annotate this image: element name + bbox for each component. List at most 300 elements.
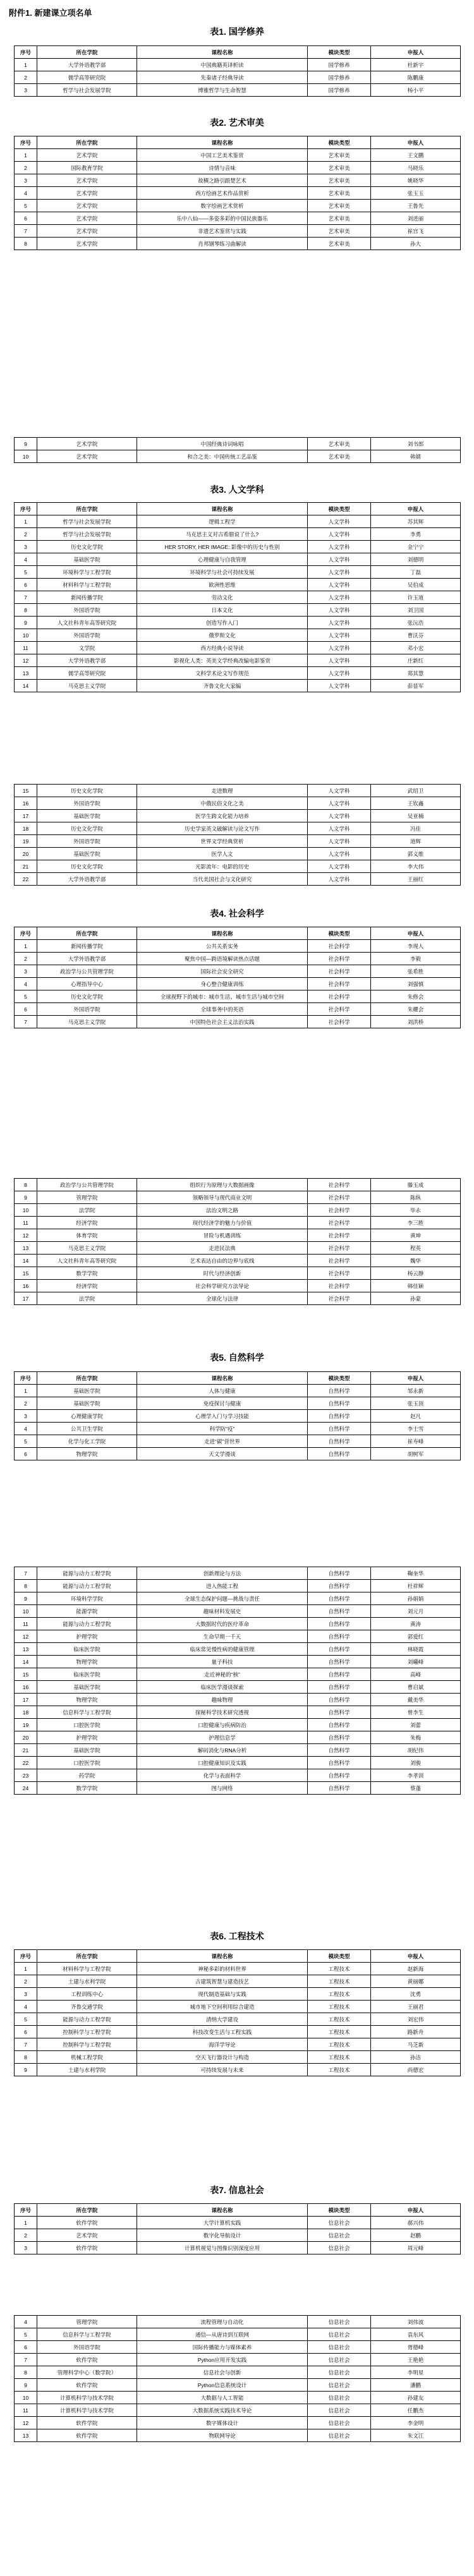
header-course: 课程名称 [137,2204,308,2217]
table-row [15,1242,461,1255]
row-college: 艺术学院 [37,438,137,450]
header-college: 所在学院 [37,1372,137,1385]
row-index: 15 [15,1668,37,1681]
row-index: 4 [15,978,37,990]
row-applicant: 邓小宏 [371,642,461,654]
row-module: 信息社会 [308,2366,371,2379]
row-college: 外国语学院 [37,1003,137,1016]
header-applicant: 申报人 [371,136,461,149]
row-course: 西方经典小说导读 [137,642,308,654]
row-applicant: 郝兴伟 [371,2217,461,2229]
row-course: 科技改变生活与工程实践 [137,2026,308,2038]
row-college: 管理学院 [37,2316,137,2328]
row-college: 基础医学院 [37,1385,137,1397]
table-row [15,1423,461,1435]
row-module: 社会科学 [308,1016,371,1028]
row-college: 政治学与公共管理学院 [37,1179,137,1191]
row-course: 西方绘画艺术作品赏析 [137,187,308,200]
row-module: 信息社会 [308,2354,371,2366]
row-course: 逻辑工程学 [137,515,308,528]
table-header-row [15,1372,461,1385]
row-index: 2 [15,2229,37,2242]
row-applicant: 孙建友 [371,2392,461,2404]
row-course: 先秦诸子经典导读 [137,71,308,84]
row-course: 口腔健康与疾病防治 [137,1719,308,1731]
table-row [15,84,461,97]
row-applicant: 韩佳颖 [371,1280,461,1292]
row-index: 6 [15,212,37,225]
row-module: 人文学科 [308,667,371,680]
row-module: 工程技术 [308,1963,371,1975]
row-applicant: 韩婧 [371,450,461,463]
row-module: 信息社会 [308,2429,371,2442]
row-index: 7 [15,225,37,238]
row-applicant: 郭爱红 [371,1630,461,1643]
table-row [15,1782,461,1795]
row-module: 人文学科 [308,617,371,629]
table-row [15,225,461,238]
row-course: 故横之路引跟楚艺术 [137,174,308,187]
row-college: 物理学院 [37,1656,137,1668]
row-module: 社会科学 [308,978,371,990]
row-college: 化学与化工学院 [37,1435,137,1448]
row-college: 信息科学与工程学院 [37,1706,137,1719]
row-index: 1 [15,1963,37,1975]
row-college: 大学外语教学部 [37,654,137,667]
section-title: 表6. 工程技术 [210,1931,264,1941]
row-college: 控制科学与工程学院 [37,2038,137,2051]
row-course: 进入热能工程 [137,1580,308,1592]
row-course: 大数据系统实践技术导论 [137,2404,308,2417]
header-index: 序号 [15,136,37,149]
table-row [15,953,461,965]
row-applicant: 李士雪 [371,1423,461,1435]
course-table [14,1178,461,1305]
row-course: Python信息系统设计 [137,2379,308,2392]
row-college: 口腔医学院 [37,1719,137,1731]
table-row [15,579,461,591]
table-row [15,822,461,835]
row-applicant: 刘书郎 [371,438,461,450]
row-module: 社会科学 [308,1255,371,1267]
row-college: 管理学院 [37,1191,137,1204]
row-index: 1 [15,149,37,162]
row-college: 文学院 [37,642,137,654]
section-title: 表4. 社会科学 [210,908,264,918]
table-row [15,654,461,667]
row-applicant: 朱耀会 [371,1003,461,1016]
course-table [14,1949,461,2076]
row-course: 中国工艺美术鉴赏 [137,149,308,162]
row-applicant: 黄丽娜 [371,1975,461,1988]
row-applicant: 杨小平 [371,84,461,97]
row-module: 人文学科 [308,785,371,797]
row-college: 哲学与社会发展学院 [37,528,137,541]
row-module: 人文学科 [308,591,371,604]
row-index: 13 [15,1242,37,1255]
row-module: 自然科学 [308,1630,371,1643]
row-applicant: 吴亚楠 [371,810,461,822]
course-table [14,1567,461,1795]
header-college: 所在学院 [37,136,137,149]
row-index: 4 [15,2001,37,2013]
row-index: 23 [15,1769,37,1782]
row-course: 博雅哲学与生命智慧 [137,84,308,97]
row-applicant: 高峰 [371,1668,461,1681]
row-index: 1 [15,2217,37,2229]
table-row [15,1410,461,1423]
row-applicant: 李毅 [371,953,461,965]
table-row [15,2417,461,2429]
row-applicant: 张玉玉 [371,187,461,200]
row-module: 艺术审美 [308,162,371,174]
row-applicant: 袁东风 [371,2328,461,2341]
table-row [15,848,461,860]
row-applicant: 林晓霞 [371,1643,461,1656]
row-college: 护理学院 [37,1731,137,1744]
row-index: 14 [15,1255,37,1267]
row-index: 7 [15,2354,37,2366]
row-college: 历史文化学院 [37,860,137,873]
row-module: 工程技术 [308,1975,371,1988]
row-index: 14 [15,1656,37,1668]
row-applicant: 刘洪桥 [371,1016,461,1028]
table-row [15,873,461,886]
row-college: 能源与动力工程学院 [37,1580,137,1592]
row-course: 生命早期一千天 [137,1630,308,1643]
row-college: 艺术学院 [37,238,137,250]
table-row [15,797,461,810]
row-applicant: 刘伟波 [371,2316,461,2328]
row-applicant: 武绍卫 [371,785,461,797]
table-row [15,2242,461,2254]
row-index: 12 [15,1630,37,1643]
row-course: 清纳大学建设 [137,2013,308,2026]
row-course: 身心整合健康训练 [137,978,308,990]
header-module: 模块类型 [308,503,371,515]
row-college: 基础医学院 [37,848,137,860]
row-index: 17 [15,810,37,822]
row-applicant: 戴美华 [371,1694,461,1706]
row-college: 工程训练中心 [37,1988,137,2001]
row-course: 走进“碳”营世界 [137,1435,308,1448]
row-course: 临床医学漫谈探索 [137,1681,308,1694]
row-module: 人文学科 [308,604,371,617]
row-module: 人文学科 [308,797,371,810]
table-row [15,2316,461,2328]
row-applicant: 邹永新 [371,1385,461,1397]
row-course: 数字绘画艺术赏析 [137,200,308,212]
page-title: 附件1. 新建课立项名单 [9,8,92,18]
row-college: 艺术学院 [37,200,137,212]
row-course: 海洋学导论 [137,2038,308,2051]
row-college: 马克思主义学院 [37,1016,137,1028]
row-college: 软件学院 [37,2379,137,2392]
row-index: 4 [15,187,37,200]
row-index: 7 [15,1016,37,1028]
row-college: 艺术学院 [37,174,137,187]
row-module: 人文学科 [308,642,371,654]
row-course: 俄罗斯文化 [137,629,308,642]
course-table [14,1371,461,1460]
table-row [15,1448,461,1460]
row-course: 非遗艺术鉴赏与实践 [137,225,308,238]
row-index: 9 [15,2379,37,2392]
row-college: 外国语学院 [37,797,137,810]
course-table [14,927,461,1028]
header-module: 模块类型 [308,2204,371,2217]
row-applicant: 王文鹏 [371,149,461,162]
row-module: 艺术审美 [308,225,371,238]
row-course: 可持续发展与未来 [137,2064,308,2076]
row-applicant: 杜新宇 [371,59,461,71]
header-module: 模块类型 [308,136,371,149]
row-module: 艺术审美 [308,238,371,250]
row-module: 人文学科 [308,654,371,667]
table-row [15,2341,461,2354]
row-course: 大学计算机实践 [137,2217,308,2229]
row-college: 心理健康学院 [37,1410,137,1423]
row-college: 计算机科学与技术学院 [37,2392,137,2404]
row-index: 7 [15,2038,37,2051]
row-applicant: 张沅浩 [371,617,461,629]
row-course: 数字化导航设计 [137,2229,308,2242]
row-module: 社会科学 [308,1191,371,1204]
row-course: 计算机视觉与图像识别深度应用 [137,2242,308,2254]
row-module: 信息社会 [308,2404,371,2417]
row-applicant: 李勇 [371,528,461,541]
row-applicant: 崔寿峰 [371,1435,461,1448]
row-index: 20 [15,1731,37,1744]
row-course: 创新理论与方法 [137,1567,308,1580]
row-college: 外国语学院 [37,604,137,617]
row-applicant: 刘蕾 [371,1719,461,1731]
table-row [15,212,461,225]
row-course: 口腔健康知识及实践 [137,1757,308,1769]
table-row [15,2366,461,2379]
row-index: 3 [15,174,37,187]
table-row [15,2013,461,2026]
row-applicant: 李现人 [371,940,461,953]
row-module: 人文学科 [308,873,371,886]
row-college: 机械工程学院 [37,2051,137,2064]
row-module: 自然科学 [308,1757,371,1769]
row-college: 临床医学院 [37,1643,137,1656]
row-college: 能源与动力工程学院 [37,1567,137,1580]
row-index: 11 [15,2404,37,2417]
row-college: 数学学院 [37,1782,137,1795]
table-row [15,1580,461,1592]
row-module: 艺术审美 [308,212,371,225]
row-college: 控制科学与工程学院 [37,2026,137,2038]
row-index: 3 [15,84,37,97]
row-module: 工程技术 [308,2038,371,2051]
row-college: 齐鲁交通学院 [37,2001,137,2013]
row-college: 历史文化学院 [37,990,137,1003]
row-index: 2 [15,1397,37,1410]
row-applicant: 马晓乐 [371,162,461,174]
row-index: 3 [15,1988,37,2001]
row-college: 艺术学院 [37,450,137,463]
row-index: 5 [15,1435,37,1448]
row-applicant: 刘曦峰 [371,1656,461,1668]
table-row [15,71,461,84]
row-college: 口腔医学院 [37,1757,137,1769]
row-college: 法学院 [37,1292,137,1305]
row-module: 社会科学 [308,1003,371,1016]
row-course: 趣味物理 [137,1694,308,1706]
row-college: 儒学高等研究院 [37,71,137,84]
row-module: 人文学科 [308,515,371,528]
table-row [15,642,461,654]
row-index: 6 [15,2341,37,2354]
row-index: 21 [15,860,37,873]
row-index: 2 [15,162,37,174]
row-college: 基础医学院 [37,1397,137,1410]
row-index: 14 [15,680,37,692]
header-index: 序号 [15,503,37,515]
row-course: 世界文学经典赏析 [137,835,308,848]
row-module: 工程技术 [308,2026,371,2038]
course-table [14,45,461,97]
row-index: 8 [15,238,37,250]
row-module: 自然科学 [308,1580,371,1592]
row-applicant: 张玉顶 [371,1397,461,1410]
header-college: 所在学院 [37,1950,137,1963]
row-course: 医学生跨文化能力培养 [137,810,308,822]
row-module: 工程技术 [308,2001,371,2013]
table-row [15,2404,461,2417]
table-row [15,528,461,541]
row-module: 人文学科 [308,629,371,642]
row-index: 10 [15,1605,37,1618]
row-course: HER STORY, HER IMAGE: 影像中的历史与性别 [137,541,308,553]
row-applicant: 冯佳 [371,822,461,835]
row-index: 3 [15,965,37,978]
row-index: 22 [15,1757,37,1769]
row-course: 国际传播能力与媒体素养 [137,2341,308,2354]
table-row [15,965,461,978]
row-module: 信息社会 [308,2316,371,2328]
row-course: 创造写作入门 [137,617,308,629]
row-college: 经济学院 [37,1280,137,1292]
row-college: 历史文化学院 [37,785,137,797]
table-row [15,553,461,566]
row-index: 15 [15,1267,37,1280]
row-course: 历史学家英文破解读与论文写作 [137,822,308,835]
row-index: 10 [15,629,37,642]
row-course: 科学防“疫” [137,1423,308,1435]
row-index: 13 [15,1643,37,1656]
row-applicant: 周元峰 [371,2242,461,2254]
table-row [15,2328,461,2341]
row-course: 量子科技 [137,1656,308,1668]
row-index: 5 [15,990,37,1003]
row-module: 自然科学 [308,1744,371,1757]
header-module: 模块类型 [308,46,371,59]
row-applicant: 刘强慎 [371,978,461,990]
row-course: 聚焦中国—跨语境解读热点话题 [137,953,308,965]
row-college: 心理指导中心 [37,978,137,990]
row-module: 信息社会 [308,2417,371,2429]
row-applicant: 刘德明 [371,553,461,566]
row-module: 信息社会 [308,2392,371,2404]
table-row [15,1656,461,1668]
row-module: 人文学科 [308,835,371,848]
row-course: 中俄民俗文化之美 [137,797,308,810]
row-applicant: 朱梅 [371,1731,461,1744]
row-module: 信息社会 [308,2379,371,2392]
row-index: 8 [15,2366,37,2379]
section-title: 表7. 信息社会 [210,2185,264,2195]
row-index: 8 [15,604,37,617]
table-row [15,2379,461,2392]
row-index: 1 [15,59,37,71]
row-college: 软件学院 [37,2354,137,2366]
row-college: 经济学院 [37,1217,137,1229]
row-course: 医学人文 [137,848,308,860]
row-college: 艺术学院 [37,225,137,238]
row-course: 心理健康与自我管理 [137,553,308,566]
row-course: 中国典籍英译析读 [137,59,308,71]
row-course: 物联网导论 [137,2429,308,2442]
row-module: 自然科学 [308,1410,371,1423]
table-row [15,174,461,187]
header-index: 序号 [15,1950,37,1963]
row-index: 5 [15,2013,37,2026]
row-module: 信息社会 [308,2229,371,2242]
row-applicant: 刘卫国 [371,604,461,617]
row-college: 法学院 [37,1204,137,1217]
row-applicant: 道辉 [371,835,461,848]
table-row [15,1016,461,1028]
row-course: 信息社会与创新 [137,2366,308,2379]
row-applicant: 蔡蓬 [371,1782,461,1795]
table-row [15,1292,461,1305]
row-module: 人文学科 [308,553,371,566]
row-index: 8 [15,2051,37,2064]
table-row [15,2064,461,2076]
row-applicant: 张希胜 [371,965,461,978]
table-row [15,785,461,797]
row-applicant: 杜祥辉 [371,1580,461,1592]
row-college: 护理学院 [37,1630,137,1643]
row-module: 人文学科 [308,541,371,553]
row-module: 社会科学 [308,940,371,953]
row-index: 2 [15,1975,37,1988]
row-module: 国学修养 [308,59,371,71]
row-index: 4 [15,553,37,566]
row-index: 5 [15,200,37,212]
row-course: 心理学入门与学习技能 [137,1410,308,1423]
table-row [15,1204,461,1217]
row-applicant: 赵凡 [371,1410,461,1423]
row-applicant: 苏其辉 [371,515,461,528]
table-row [15,680,461,692]
header-index: 序号 [15,927,37,940]
row-college: 物理学院 [37,1448,137,1460]
table-row [15,566,461,579]
row-module: 信息社会 [308,2341,371,2354]
section-title: 表1. 国学修养 [210,27,264,37]
course-table [14,136,461,250]
row-course: 公共关系实务 [137,940,308,953]
row-applicant: 王艳艳 [371,2354,461,2366]
row-module: 自然科学 [308,1656,371,1668]
row-module: 人文学科 [308,579,371,591]
row-module: 艺术审美 [308,149,371,162]
row-module: 艺术审美 [308,174,371,187]
